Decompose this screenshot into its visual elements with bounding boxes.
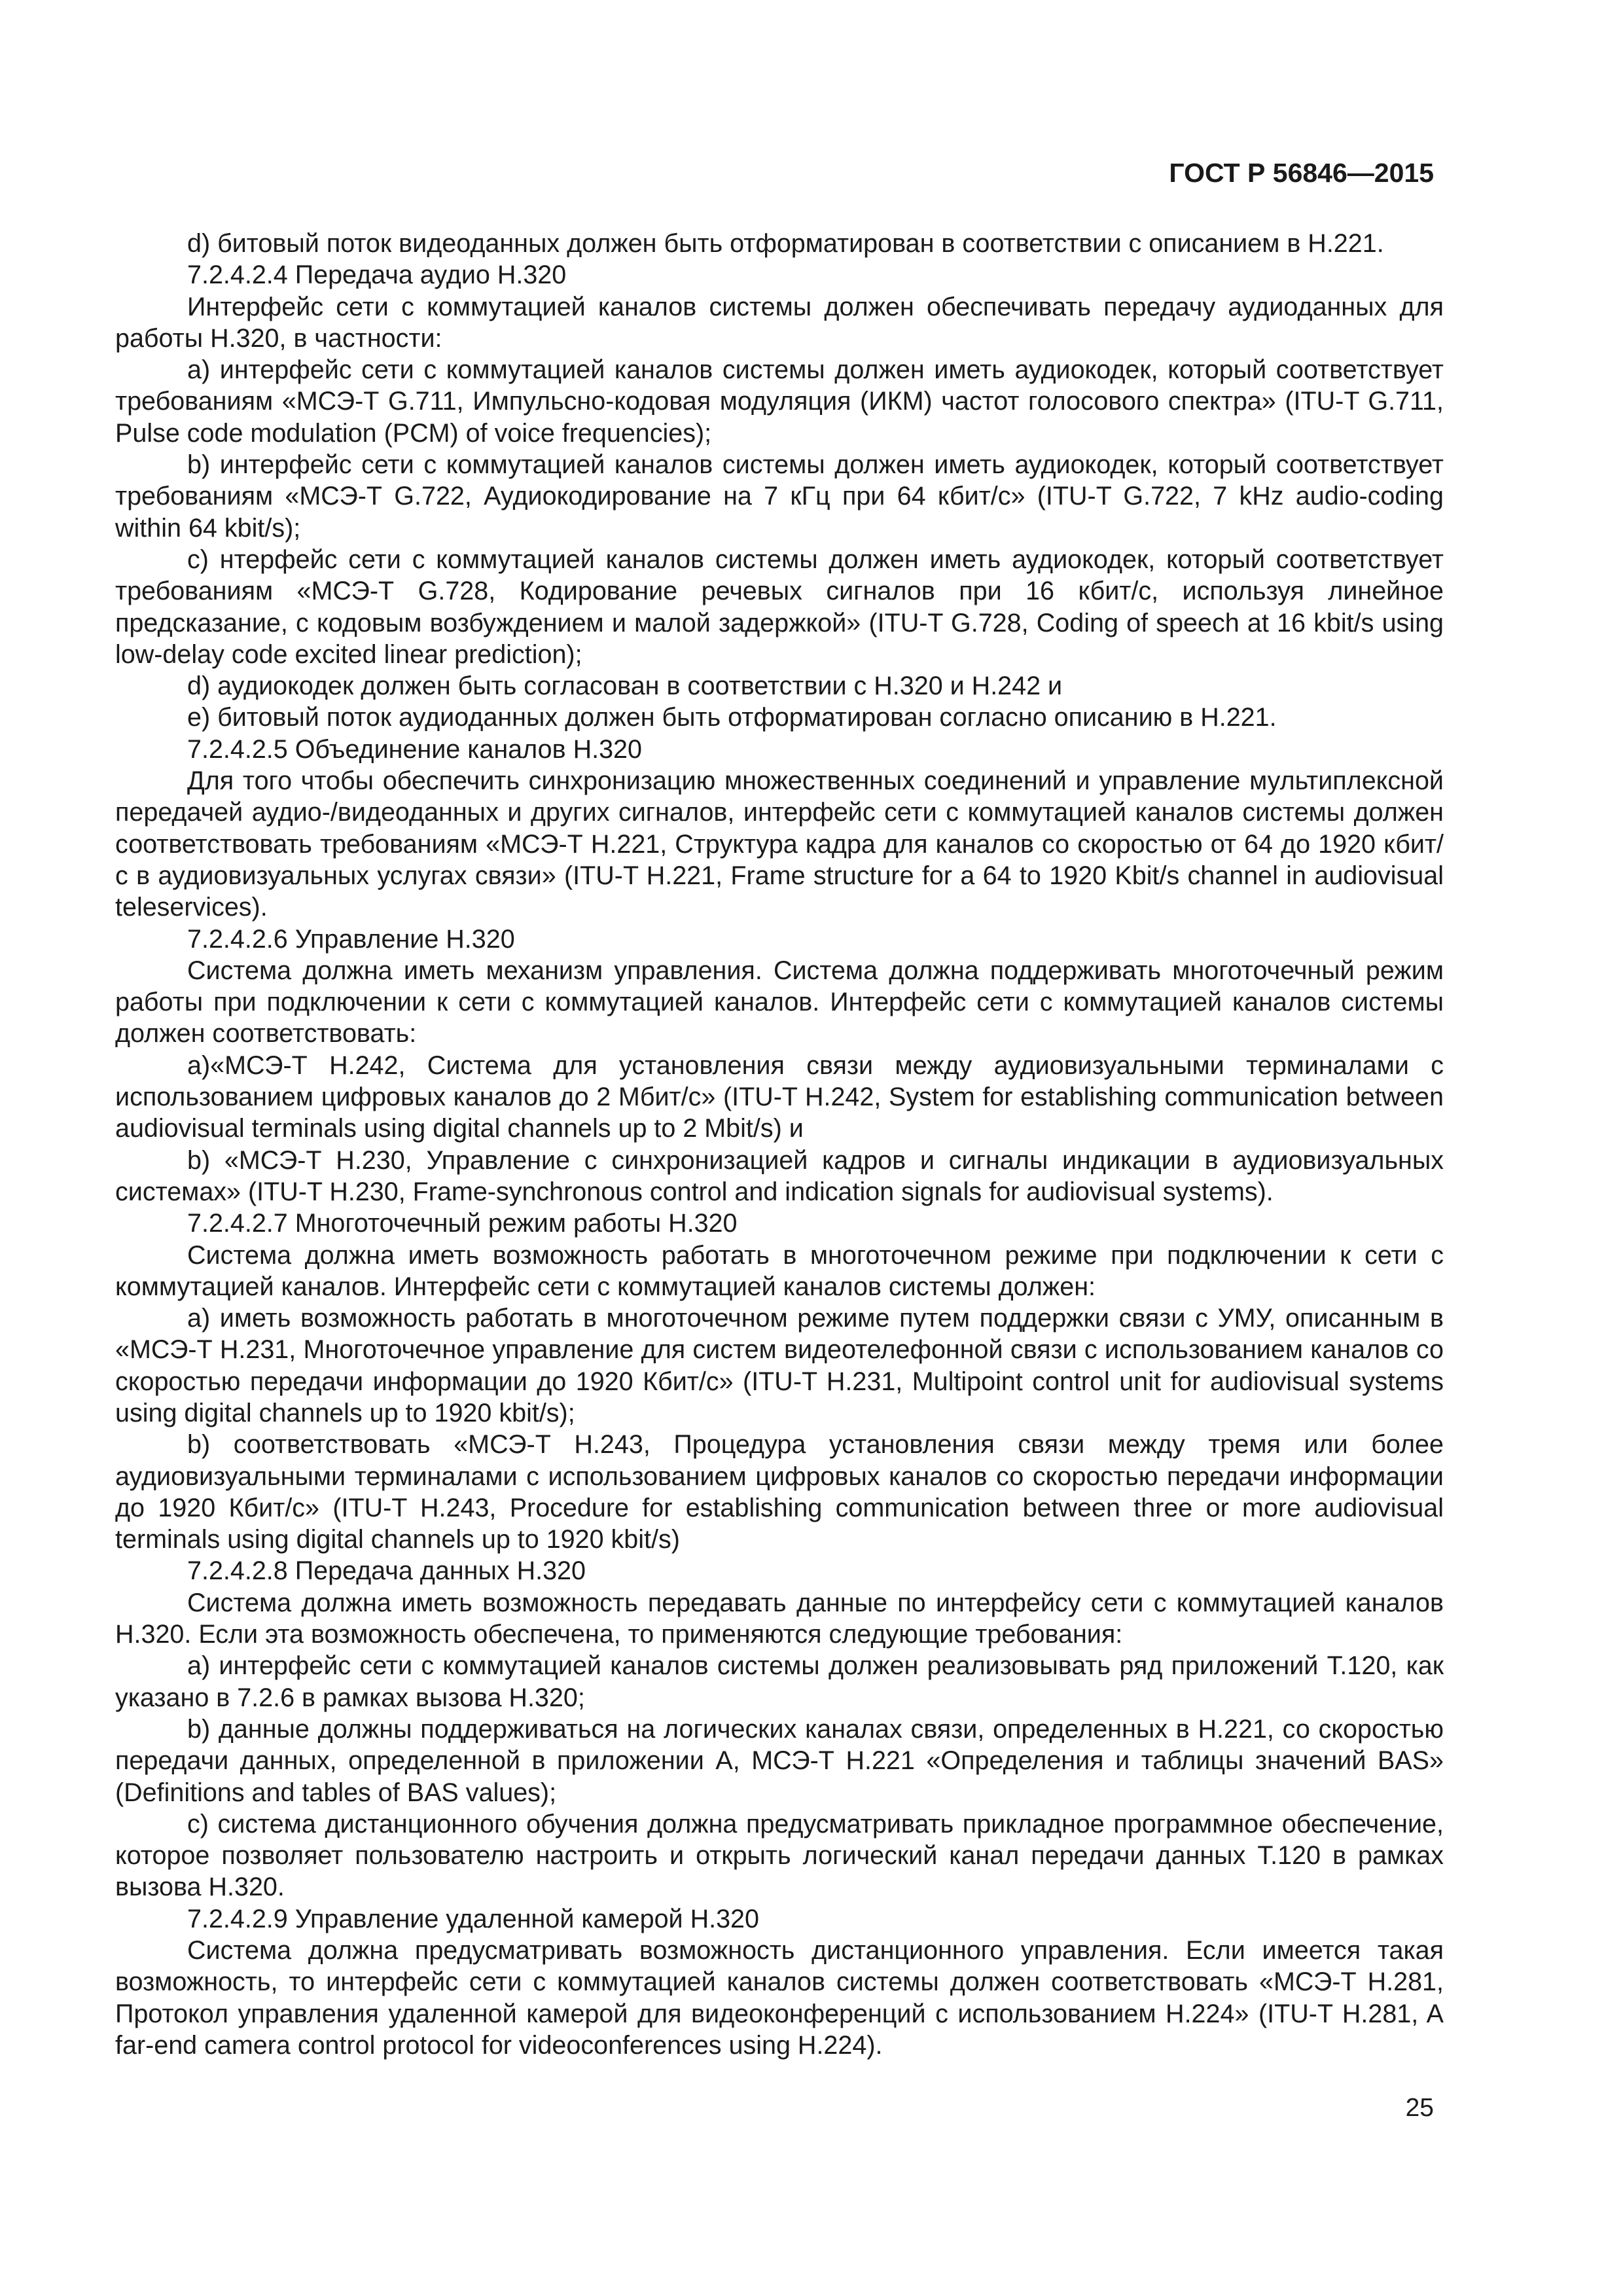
section-heading: 7.2.4.2.9 Управление удаленной камерой H.320 bbox=[187, 1904, 759, 1933]
paragraph: Система должна иметь возможность работать в многоточечном режиме при подключении к сети с коммутацией каналов. Интерфейс сети с коммутацией каналов системы должен: bbox=[115, 1240, 1444, 1301]
paragraph: Система должна иметь механизм управления. Система должна поддерживать многоточечный режим работы при подключении к сети с коммутацией каналов. Интерфейс сети с коммутацией каналов системы должен соответствовать: bbox=[115, 956, 1444, 1049]
list-item: d) аудиокодек должен быть согласован в соответствии с H.320 и H.242 и bbox=[187, 672, 1063, 701]
list-item: a) иметь возможность работать в многоточечном режиме путем поддержки связи с УМУ, описанным в «МСЭ-Т H.231, Многоточечное управление для систем видеотелефонной связи с использованием каналов со скоростью передачи информации до 1920 Кбит/с» (ITU-T H.231, Multipoint control unit for audiovisual systems using digital channels up to 1920 kbit/s); bbox=[115, 1304, 1444, 1427]
section-heading: 7.2.4.2.4 Передача аудио H.320 bbox=[187, 260, 567, 290]
list-item: b) интерфейс сети с коммутацией каналов системы должен иметь аудиокодек, который соответствует требованиям «МСЭ-Т G.722, Аудиокодирование на 7 кГц при 64 кбит/с» (ITU-T G.722, 7 kHz audio-coding within 64 kbit/s); bbox=[115, 450, 1444, 543]
list-item: b) соответствовать «МСЭ-Т H.243, Процедура установления связи между тремя или более аудиовизуальными терминалами с использованием цифровых каналов со скоростью передачи информации до 1920 Кбит/с» (ITU-T H.243, Procedure for establishing communication between three or more audiovisual terminals using digital channels up to 1920 kbit/s) bbox=[115, 1430, 1444, 1554]
section-heading: 7.2.4.2.8 Передача данных H.320 bbox=[187, 1556, 586, 1586]
list-item: c) нтерфейс сети с коммутацией каналов системы должен иметь аудиокодек, который соответствует требованиям «МСЭ-Т G.728, Кодирование речевых сигналов при 16 кбит/с, используя линейное предсказание, с кодовым возбуждением и малой задержкой» (ITU-T G.728, Coding of speech at 16 kbit/s using low-delay code excited linear prediction); bbox=[115, 545, 1444, 669]
section-heading: 7.2.4.2.5 Объединение каналов H.320 bbox=[187, 734, 642, 764]
list-item: a)«МСЭ-Т H.242, Система для установления связи между аудиовизуальными терминалами с использованием цифровых каналов до 2 Мбит/с» (ITU-T H.242, System for establishing communication between audiovisual terminals using digital channels up to 2 Mbit/s) и bbox=[115, 1050, 1444, 1143]
paragraph: Интерфейс сети с коммутацией каналов системы должен обеспечивать передачу аудиоданных для работы H.320, в частности: bbox=[115, 292, 1444, 353]
page-body bbox=[115, 228, 1444, 2061]
document-id: ГОСТ Р 56846—2015 bbox=[1169, 158, 1434, 188]
paragraph: Система должна предусматривать возможность дистанционного управления. Если имеется такая возможность, то интерфейс сети с коммутацией каналов системы должен соответствовать «МСЭ-Т H.281, Протокол управления удаленной камерой для видеоконференций с использованием H.224» (ITU-T H.281, A far-end camera control protocol for videoconferences using H.224). bbox=[115, 1936, 1444, 2060]
list-item: b) «МСЭ-Т H.230, Управление с синхронизацией кадров и сигналы индикации в аудиовизуальных системах» (ITU-T H.230, Frame-synchronous control and indication signals for audiovisual systems). bbox=[115, 1145, 1444, 1206]
section-heading: 7.2.4.2.7 Многоточечный режим работы H.320 bbox=[187, 1209, 738, 1238]
list-item: c) система дистанционного обучения должна предусматривать прикладное программное обеспечение, которое позволяет пользователю настроить и открыть логический канал передачи данных T.120 в рамках вызова H.320. bbox=[115, 1809, 1444, 1902]
list-item: b) данные должны поддерживаться на логических каналах связи, определенных в H.221, со скоростью передачи данных, определенной в приложении А, МСЭ-Т H.221 «Определения и таблицы значений BAS» (Definitions and tables of BAS values); bbox=[115, 1714, 1444, 1807]
list-item: e) битовый поток аудиоданных должен быть отформатирован согласно описанию в H.221. bbox=[187, 703, 1277, 732]
paragraph: Система должна иметь возможность передавать данные по интерфейсу сети с коммутацией каналов H.320. Если эта возможность обеспечена, то применяются следующие требования: bbox=[115, 1588, 1444, 1649]
paragraph: d) битовый поток видеоданных должен быть отформатирован в соответствии с описанием в H.221. bbox=[187, 229, 1384, 258]
list-item: a) интерфейс сети с коммутацией каналов системы должен реализовывать ряд приложений T.120, как указано в 7.2.6 в рамках вызова H.320; bbox=[115, 1651, 1444, 1712]
paragraph: Для того чтобы обеспечить синхронизацию множественных соединений и управление мультиплексной передачей аудио-/видеоданных и других сигналов, интерфейс сети с коммутацией каналов системы должен соответствовать требованиям «МСЭ-Т H.221, Структура кадра для каналов со скоростью от 64 до 1920 кбит/с в аудиовизуальных услугах связи» (ITU-T H.221, Frame structure for a 64 to 1920 Kbit/s channel in audiovisual teleservices). bbox=[115, 766, 1444, 922]
page-number: 25 bbox=[1405, 2094, 1434, 2122]
section-heading: 7.2.4.2.6 Управление H.320 bbox=[187, 924, 515, 954]
list-item: a) интерфейс сети с коммутацией каналов системы должен иметь аудиокодек, который соответствует требованиям «МСЭ-Т G.711, Импульсно-кодовая модуляция (ИКМ) частот голосового спектра» (ITU-T G.711, Pulse code modulation (PCM) of voice frequencies); bbox=[115, 355, 1444, 448]
